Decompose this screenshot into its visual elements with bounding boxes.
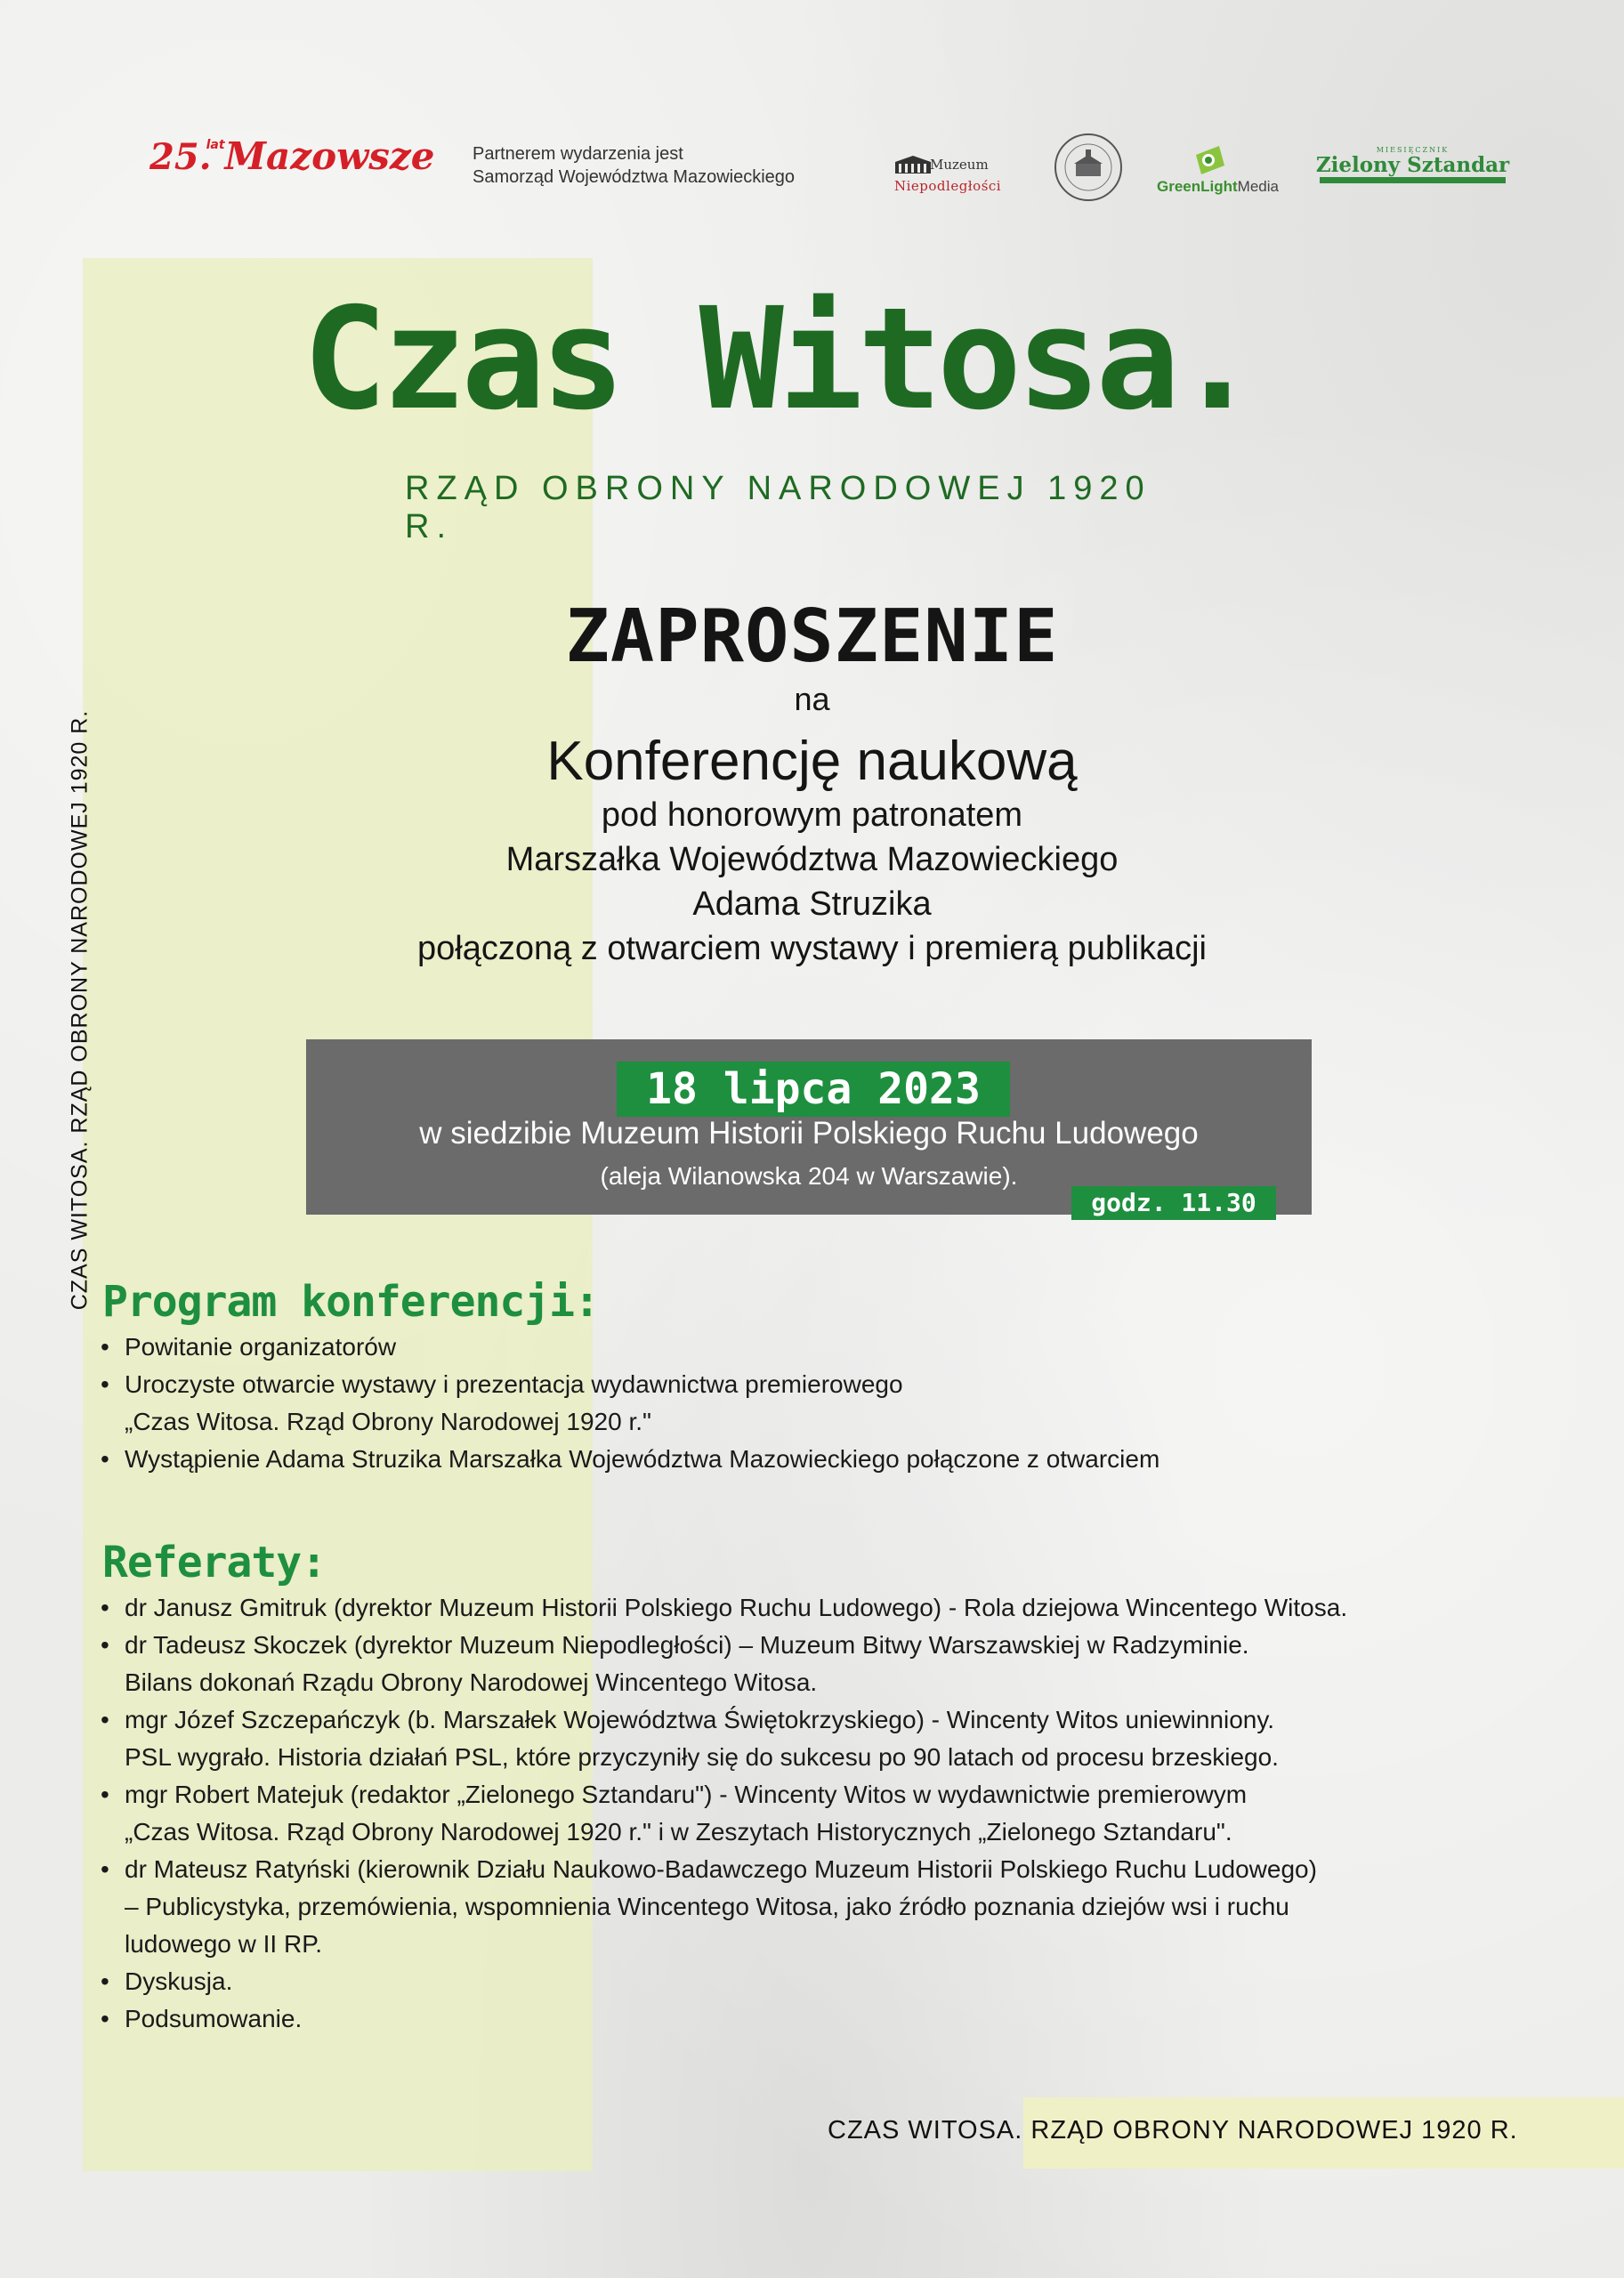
muzeum-logo-top: Muzeum [930, 157, 989, 173]
greenlight-wordmark: GreenLightMedia [1157, 178, 1279, 195]
program-list [101, 1329, 1560, 1478]
referat-item: • mgr Robert Matejuk (redaktor „Zielonego Sztandaru") - Wincenty Witos w wydawnictwie premierowym „Czas Witosa. Rząd Obrony Narodowej 1920 r." i w Zeszytach Historycznych „Zielonego Sztandaru". [101, 1776, 1560, 1851]
greenlight-media-logo [1155, 142, 1289, 196]
invitation-line-4: połączoną z otwarciem wystawy i premierą publikacji [416, 930, 1207, 967]
event-time: godz. 11.30 [1071, 1186, 1276, 1220]
main-subtitle: RZĄD OBRONY NARODOWEJ 1920 R. [405, 470, 1151, 545]
program-heading: Program konferencji: [102, 1277, 599, 1327]
invitation-heading: ZAPROSZENIE [565, 594, 1059, 679]
muzeum-niepodleglosci-logo [894, 151, 1023, 198]
referat-item: • mgr Józef Szczepańczyk (b. Marszałek Województwa Świętokrzyskiego) - Wincenty Witos uniewinniony. PSL wygrało. Historia działań PSL, które przyczyniły się do sukcesu po 90 latach od procesu brzeskiego. [101, 1701, 1560, 1776]
referat-item: • Podsumowanie. [101, 2000, 1560, 2038]
partner-line-1: Partnerem wydarzenia jest [473, 144, 683, 164]
zs-logo-small: MIESIĘCZNIK [1376, 146, 1450, 154]
zs-logo-big: Zielony Sztandar [1315, 153, 1510, 177]
referat-item: • dr Mateusz Ratyński (kierownik Działu Naukowo-Badawczego Muzeum Historii Polskiego Ruchu Ludowego) – Publicystyka, przemówienia, wspomnienia Wincentego Witosa, jako źródło poznania dziejów wsi i ruchu ludowego w II RP. [101, 1851, 1560, 1963]
event-venue: w siedzibie Muzeum Historii Polskiego Ruchu Ludowego [419, 1116, 1199, 1151]
greenlight-icon [1192, 142, 1228, 178]
referat-item: • dr Janusz Gmitruk (dyrektor Muzeum Historii Polskiego Ruchu Ludowego) - Rola dziejowa Wincentego Witosa. [101, 1589, 1560, 1627]
main-title: Czas Witosa. [303, 278, 1255, 441]
partner-note [473, 142, 795, 189]
muzeum-logo-bottom: Niepodległości [894, 178, 1002, 194]
referaty-list [101, 1589, 1560, 2038]
referat-item: • Dyskusja. [101, 1963, 1560, 2000]
mazowsze-logo-number: 25. [149, 136, 212, 178]
zielony-sztandar-logo [1313, 146, 1513, 190]
event-date: 18 lipca 2023 [617, 1062, 1010, 1117]
referat-item: • dr Tadeusz Skoczek (dyrektor Muzeum Niepodległości) – Muzeum Bitwy Warszawskiej w Radzyminie. Bilans dokonań Rządu Obrony Narodowej Wincentego Witosa. [101, 1627, 1560, 1701]
invitation-na: na [794, 681, 830, 717]
invitation-event: Konferencję naukową [546, 731, 1078, 792]
mazowsze-logo-lat: lat [206, 138, 225, 152]
side-vertical-text: CZAS WITOSA. RZĄD OBRONY NARODOWEJ 1920 R. [67, 709, 93, 1311]
mazowsze-logo-word: Mazowsze [224, 134, 435, 178]
program-item: • Uroczyste otwarcie wystawy i prezentacja wydawnictwa premierowego „Czas Witosa. Rząd Obrony Narodowej 1920 r." [101, 1366, 1560, 1441]
zs-logo-bar [1320, 177, 1506, 183]
mhprl-seal-logo [1053, 132, 1124, 203]
invitation-line-2: Marszałka Województwa Mazowieckiego [505, 841, 1119, 878]
program-item: • Powitanie organizatorów [101, 1329, 1560, 1366]
invitation-line-3: Adama Struzika [692, 885, 932, 923]
program-item: • Wystąpienie Adama Struzika Marszałka Województwa Mazowieckiego połączone z otwarciem [101, 1441, 1560, 1478]
mazowsze-logo [149, 134, 435, 178]
museum-building-icon [894, 155, 932, 174]
partner-line-2: Samorząd Województwa Mazowieckiego [473, 167, 796, 187]
referaty-heading: Referaty: [102, 1538, 327, 1587]
invitation-line-1: pod honorowym patronatem [601, 796, 1023, 834]
footer-text: CZAS WITOSA. RZĄD OBRONY NARODOWEJ 1920 R. [828, 2116, 1518, 2145]
event-address: (aleja Wilanowska 204 w Warszawie). [600, 1162, 1018, 1190]
